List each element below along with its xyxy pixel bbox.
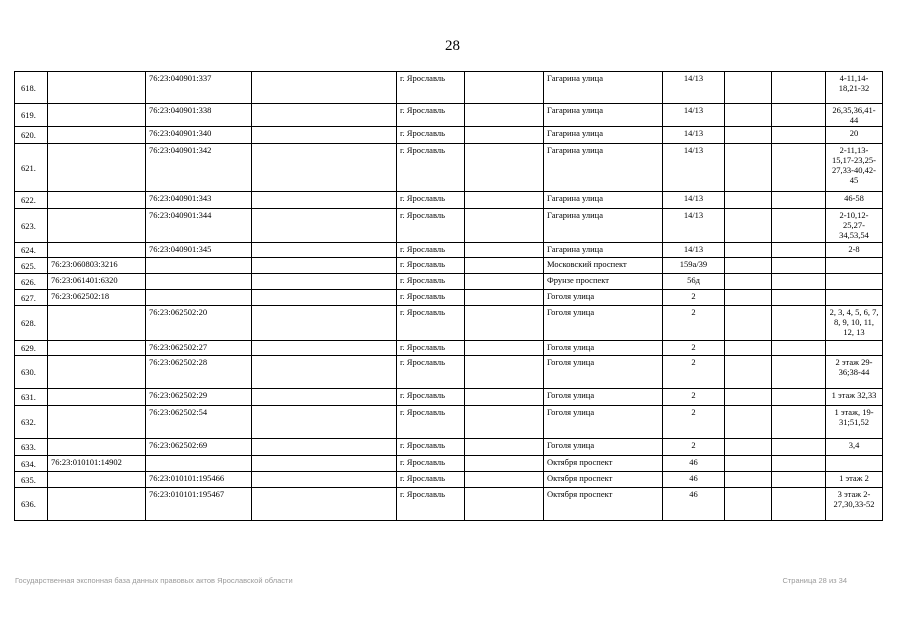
city-cell: г. Ярославль [397, 439, 465, 456]
city-cell: г. Ярославль [397, 389, 465, 406]
apartments-cell: 26,35,36,41-44 [826, 104, 883, 127]
table-row [15, 72, 883, 104]
empty-cell [725, 439, 772, 456]
empty-cell [465, 72, 544, 104]
house-number-cell: 46 [663, 488, 725, 521]
empty-cell [772, 144, 826, 192]
row-number: 630. [15, 356, 48, 389]
cadastral-number-building [48, 389, 146, 406]
street-cell: Гоголя улица [544, 290, 663, 306]
footer-page-count: Страница 28 из 34 [782, 576, 847, 585]
empty-cell [772, 472, 826, 488]
empty-cell [772, 456, 826, 472]
empty-cell [772, 258, 826, 274]
house-number-cell: 2 [663, 389, 725, 406]
row-number: 627. [15, 290, 48, 306]
table-row [15, 406, 883, 439]
city-cell: г. Ярославль [397, 144, 465, 192]
row-number: 636. [15, 488, 48, 521]
house-number-cell: 14/13 [663, 127, 725, 144]
empty-cell [772, 306, 826, 341]
row-number: 621. [15, 144, 48, 192]
cadastral-number-premises: 76:23:010101:195466 [146, 472, 252, 488]
street-cell: Гагарина улица [544, 243, 663, 258]
apartments-cell: 2-8 [826, 243, 883, 258]
empty-cell [725, 144, 772, 192]
cadastral-number-premises [146, 290, 252, 306]
street-cell: Московский проспект [544, 258, 663, 274]
empty-cell [252, 406, 397, 439]
cadastral-number-building [48, 406, 146, 439]
cadastral-number-premises: 76:23:040901:337 [146, 72, 252, 104]
cadastral-number-premises: 76:23:040901:343 [146, 192, 252, 209]
city-cell: г. Ярославль [397, 192, 465, 209]
table-row [15, 258, 883, 274]
cadastral-number-premises [146, 258, 252, 274]
cadastral-number-premises [146, 274, 252, 290]
empty-cell [465, 389, 544, 406]
street-cell: Гагарина улица [544, 104, 663, 127]
city-cell: г. Ярославль [397, 290, 465, 306]
empty-cell [252, 72, 397, 104]
table-row [15, 341, 883, 356]
empty-cell [725, 456, 772, 472]
empty-cell [772, 209, 826, 243]
street-cell: Гоголя улица [544, 306, 663, 341]
empty-cell [465, 209, 544, 243]
city-cell: г. Ярославль [397, 356, 465, 389]
house-number-cell: 46 [663, 456, 725, 472]
cadastral-number-building [48, 488, 146, 521]
cadastral-number-premises: 76:23:040901:338 [146, 104, 252, 127]
empty-cell [465, 290, 544, 306]
empty-cell [252, 356, 397, 389]
empty-cell [725, 104, 772, 127]
empty-cell [725, 258, 772, 274]
cadastral-number-premises: 76:23:062502:29 [146, 389, 252, 406]
cadastral-number-building [48, 72, 146, 104]
cadastral-number-building [48, 306, 146, 341]
table-row [15, 209, 883, 243]
empty-cell [772, 290, 826, 306]
empty-cell [772, 72, 826, 104]
city-cell: г. Ярославль [397, 72, 465, 104]
cadastral-number-building [48, 104, 146, 127]
empty-cell [465, 192, 544, 209]
empty-cell [772, 243, 826, 258]
table-row [15, 243, 883, 258]
apartments-cell: 2-10,12-25,27-34,53,54 [826, 209, 883, 243]
street-cell: Гоголя улица [544, 356, 663, 389]
empty-cell [465, 104, 544, 127]
house-number-cell: 2 [663, 356, 725, 389]
cadastral-number-building [48, 209, 146, 243]
empty-cell [252, 258, 397, 274]
row-number: 619. [15, 104, 48, 127]
apartments-cell [826, 274, 883, 290]
empty-cell [772, 274, 826, 290]
empty-cell [252, 290, 397, 306]
house-number-cell: 14/13 [663, 72, 725, 104]
empty-cell [465, 456, 544, 472]
empty-cell [252, 274, 397, 290]
street-cell: Гоголя улица [544, 341, 663, 356]
cadastral-number-premises: 76:23:040901:340 [146, 127, 252, 144]
empty-cell [725, 127, 772, 144]
cadastral-number-premises: 76:23:062502:20 [146, 306, 252, 341]
empty-cell [725, 306, 772, 341]
city-cell: г. Ярославль [397, 274, 465, 290]
empty-cell [252, 144, 397, 192]
street-cell: Фрунзе проспект [544, 274, 663, 290]
street-cell: Гагарина улица [544, 192, 663, 209]
cadastral-number-building [48, 243, 146, 258]
empty-cell [252, 306, 397, 341]
city-cell: г. Ярославль [397, 472, 465, 488]
empty-cell [772, 439, 826, 456]
empty-cell [252, 456, 397, 472]
cadastral-number-building [48, 356, 146, 389]
empty-cell [725, 290, 772, 306]
empty-cell [252, 472, 397, 488]
cadastral-number-building [48, 144, 146, 192]
cadastral-number-premises: 76:23:062502:28 [146, 356, 252, 389]
table-row [15, 439, 883, 456]
table-row [15, 192, 883, 209]
empty-cell [725, 356, 772, 389]
cadastral-number-premises: 76:23:062502:27 [146, 341, 252, 356]
page-number: 28 [445, 38, 460, 54]
city-cell: г. Ярославль [397, 104, 465, 127]
house-number-cell: 14/13 [663, 144, 725, 192]
table-row [15, 488, 883, 521]
row-number: 620. [15, 127, 48, 144]
city-cell: г. Ярославль [397, 306, 465, 341]
row-number: 624. [15, 243, 48, 258]
house-number-cell: 14/13 [663, 104, 725, 127]
apartments-cell: 3,4 [826, 439, 883, 456]
empty-cell [465, 243, 544, 258]
city-cell: г. Ярославль [397, 406, 465, 439]
row-number: 618. [15, 72, 48, 104]
apartments-cell: 1 этаж, 19-31;51,52 [826, 406, 883, 439]
table-row [15, 104, 883, 127]
city-cell: г. Ярославль [397, 243, 465, 258]
table-row [15, 389, 883, 406]
empty-cell [465, 274, 544, 290]
city-cell: г. Ярославль [397, 209, 465, 243]
empty-cell [772, 356, 826, 389]
empty-cell [252, 439, 397, 456]
empty-cell [772, 488, 826, 521]
apartments-cell: 46-58 [826, 192, 883, 209]
table-row [15, 144, 883, 192]
empty-cell [252, 104, 397, 127]
house-number-cell: 2 [663, 341, 725, 356]
empty-cell [252, 243, 397, 258]
row-number: 635. [15, 472, 48, 488]
apartments-cell [826, 341, 883, 356]
table-row [15, 127, 883, 144]
cadastral-number-premises: 76:23:010101:195467 [146, 488, 252, 521]
table-row [15, 290, 883, 306]
empty-cell [465, 406, 544, 439]
empty-cell [252, 488, 397, 521]
cadastral-number-building: 76:23:060803:3216 [48, 258, 146, 274]
house-number-cell: 14/13 [663, 192, 725, 209]
empty-cell [252, 389, 397, 406]
empty-cell [465, 439, 544, 456]
empty-cell [465, 144, 544, 192]
apartments-cell [826, 290, 883, 306]
apartments-cell: 1 этаж 32,33 [826, 389, 883, 406]
cadastral-number-premises: 76:23:040901:342 [146, 144, 252, 192]
empty-cell [725, 389, 772, 406]
row-number: 632. [15, 406, 48, 439]
apartments-cell: 2, 3, 4, 5, 6, 7, 8, 9, 10, 11, 12, 13 [826, 306, 883, 341]
empty-cell [725, 406, 772, 439]
cadastral-number-building: 76:23:010101:14902 [48, 456, 146, 472]
empty-cell [252, 192, 397, 209]
house-number-cell: 2 [663, 306, 725, 341]
table-row [15, 456, 883, 472]
street-cell: Гагарина улица [544, 72, 663, 104]
street-cell: Гоголя улица [544, 439, 663, 456]
house-number-cell: 46 [663, 472, 725, 488]
cadastral-number-building [48, 127, 146, 144]
street-cell: Октября проспект [544, 472, 663, 488]
row-number: 628. [15, 306, 48, 341]
street-cell: Гоголя улица [544, 389, 663, 406]
row-number: 634. [15, 456, 48, 472]
row-number: 626. [15, 274, 48, 290]
street-cell: Октября проспект [544, 488, 663, 521]
cadastral-number-premises [146, 456, 252, 472]
cadastral-number-premises: 76:23:040901:344 [146, 209, 252, 243]
house-number-cell: 159а/39 [663, 258, 725, 274]
apartments-cell: 2 этаж 29-36;38-44 [826, 356, 883, 389]
street-cell: Гагарина улица [544, 209, 663, 243]
apartments-cell: 2-11,13-15,17-23,25-27,33-40,42-45 [826, 144, 883, 192]
city-cell: г. Ярославль [397, 488, 465, 521]
empty-cell [252, 127, 397, 144]
cadastral-number-building [48, 472, 146, 488]
street-cell: Гагарина улица [544, 127, 663, 144]
apartments-cell: 1 этаж 2 [826, 472, 883, 488]
apartments-cell [826, 258, 883, 274]
empty-cell [725, 192, 772, 209]
empty-cell [725, 472, 772, 488]
cadastral-number-building: 76:23:062502:18 [48, 290, 146, 306]
city-cell: г. Ярославль [397, 341, 465, 356]
cadastral-number-building: 76:23:061401:6320 [48, 274, 146, 290]
empty-cell [465, 356, 544, 389]
city-cell: г. Ярославль [397, 258, 465, 274]
row-number: 633. [15, 439, 48, 456]
row-number: 622. [15, 192, 48, 209]
table-row [15, 274, 883, 290]
empty-cell [465, 306, 544, 341]
empty-cell [725, 488, 772, 521]
apartments-cell: 4-11,14-18,21-32 [826, 72, 883, 104]
house-number-cell: 2 [663, 439, 725, 456]
empty-cell [465, 258, 544, 274]
empty-cell [772, 127, 826, 144]
empty-cell [772, 406, 826, 439]
house-number-cell: 14/13 [663, 209, 725, 243]
cadastral-number-premises: 76:23:062502:54 [146, 406, 252, 439]
row-number: 629. [15, 341, 48, 356]
empty-cell [465, 488, 544, 521]
house-number-cell: 56д [663, 274, 725, 290]
row-number: 625. [15, 258, 48, 274]
street-cell: Гоголя улица [544, 406, 663, 439]
city-cell: г. Ярославль [397, 127, 465, 144]
empty-cell [772, 389, 826, 406]
empty-cell [725, 274, 772, 290]
cadastral-registry-table [14, 71, 883, 521]
empty-cell [725, 209, 772, 243]
footer-source: Государственная экспонная база данных правовых актов Ярославской области [15, 576, 293, 585]
empty-cell [252, 341, 397, 356]
cadastral-number-premises: 76:23:062502:69 [146, 439, 252, 456]
apartments-cell [826, 456, 883, 472]
empty-cell [772, 341, 826, 356]
empty-cell [725, 341, 772, 356]
empty-cell [772, 192, 826, 209]
empty-cell [465, 127, 544, 144]
row-number: 631. [15, 389, 48, 406]
cadastral-number-building [48, 341, 146, 356]
table-body [15, 72, 883, 521]
city-cell: г. Ярославль [397, 456, 465, 472]
house-number-cell: 2 [663, 290, 725, 306]
street-cell: Октября проспект [544, 456, 663, 472]
apartments-cell: 20 [826, 127, 883, 144]
row-number: 623. [15, 209, 48, 243]
empty-cell [465, 341, 544, 356]
table-row [15, 472, 883, 488]
house-number-cell: 2 [663, 406, 725, 439]
empty-cell [252, 209, 397, 243]
empty-cell [725, 72, 772, 104]
house-number-cell: 14/13 [663, 243, 725, 258]
cadastral-number-building [48, 192, 146, 209]
empty-cell [725, 243, 772, 258]
cadastral-number-building [48, 439, 146, 456]
apartments-cell: 3 этаж 2-27,30,33-52 [826, 488, 883, 521]
cadastral-number-premises: 76:23:040901:345 [146, 243, 252, 258]
empty-cell [772, 104, 826, 127]
empty-cell [465, 472, 544, 488]
table-row [15, 306, 883, 341]
table-row [15, 356, 883, 389]
street-cell: Гагарина улица [544, 144, 663, 192]
